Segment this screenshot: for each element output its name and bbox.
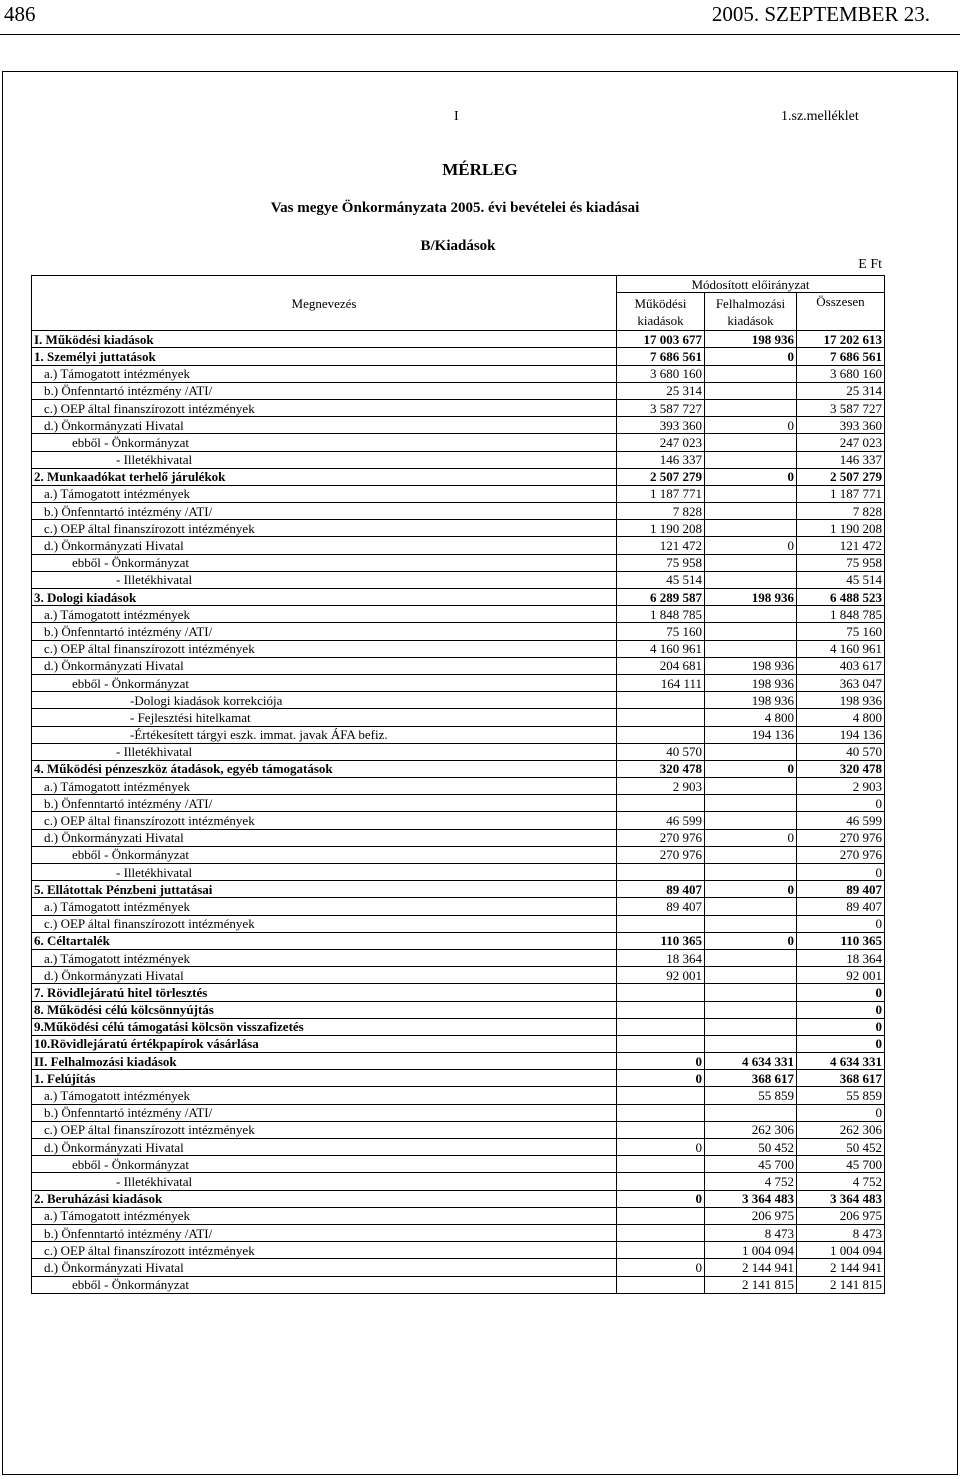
operating-value: 110 365 xyxy=(617,932,705,949)
table-row xyxy=(32,468,885,485)
operating-value: 17 003 677 xyxy=(617,331,705,348)
total-value: 75 160 xyxy=(797,623,885,640)
table-row xyxy=(32,674,885,691)
total-value: 25 314 xyxy=(797,382,885,399)
document-title: MÉRLEG xyxy=(442,160,518,179)
capital-value xyxy=(705,949,797,966)
row-label: 9.Működési célú támogatási kölcsön visszafizetés xyxy=(32,1018,617,1035)
total-value: 92 001 xyxy=(797,967,885,984)
total-value: 4 800 xyxy=(797,709,885,726)
row-label: - Fejlesztési hitelkamat xyxy=(32,709,617,726)
total-value: 55 859 xyxy=(797,1087,885,1104)
operating-value xyxy=(617,1242,705,1259)
capital-value xyxy=(705,915,797,932)
total-value: 0 xyxy=(797,1104,885,1121)
operating-value xyxy=(617,864,705,881)
table-row xyxy=(32,434,885,451)
total-value: 403 617 xyxy=(797,657,885,674)
total-value: 320 478 xyxy=(797,760,885,777)
total-value: 6 488 523 xyxy=(797,589,885,606)
table-row xyxy=(32,657,885,674)
row-label: d.) Önkormányzati Hivatal xyxy=(32,1259,617,1276)
table-row xyxy=(32,898,885,915)
capital-value: 2 141 815 xyxy=(705,1276,797,1293)
table-row xyxy=(32,520,885,537)
capital-value: 50 452 xyxy=(705,1139,797,1156)
capital-value xyxy=(705,606,797,623)
row-label: c.) OEP által finanszírozott intézmények xyxy=(32,1121,617,1138)
capital-value: 368 617 xyxy=(705,1070,797,1087)
operating-value xyxy=(617,1224,705,1241)
capital-value xyxy=(705,399,797,416)
capital-value: 4 634 331 xyxy=(705,1053,797,1070)
total-value: 4 634 331 xyxy=(797,1053,885,1070)
section-title: B/Kiadások xyxy=(420,238,496,254)
capital-value: 198 936 xyxy=(705,589,797,606)
total-value: 363 047 xyxy=(797,674,885,691)
total-value: 3 364 483 xyxy=(797,1190,885,1207)
total-value: 1 848 785 xyxy=(797,606,885,623)
total-value: 75 958 xyxy=(797,554,885,571)
total-value: 110 365 xyxy=(797,932,885,949)
table-row xyxy=(32,1190,885,1207)
total-value: 45 700 xyxy=(797,1156,885,1173)
table-row xyxy=(32,1087,885,1104)
total-value: 1 004 094 xyxy=(797,1242,885,1259)
capital-value: 198 936 xyxy=(705,657,797,674)
operating-value xyxy=(617,1087,705,1104)
operating-value: 89 407 xyxy=(617,898,705,915)
operating-value xyxy=(617,795,705,812)
operating-value: 18 364 xyxy=(617,949,705,966)
row-label: d.) Önkormányzati Hivatal xyxy=(32,829,617,846)
total-value: 4 752 xyxy=(797,1173,885,1190)
capital-value xyxy=(705,434,797,451)
capital-value xyxy=(705,571,797,588)
capital-value xyxy=(705,451,797,468)
row-label: 6. Céltartalék xyxy=(32,932,617,949)
total-value: 8 473 xyxy=(797,1224,885,1241)
row-label: -Dologi kiadások korrekciója xyxy=(32,692,617,709)
operating-value: 89 407 xyxy=(617,881,705,898)
operating-value: 25 314 xyxy=(617,382,705,399)
capital-value: 0 xyxy=(705,468,797,485)
table-row xyxy=(32,554,885,571)
capital-value xyxy=(705,1018,797,1035)
table-row xyxy=(32,1173,885,1190)
table-row xyxy=(32,503,885,520)
table-row xyxy=(32,829,885,846)
capital-value xyxy=(705,778,797,795)
capital-value: 198 936 xyxy=(705,692,797,709)
table-body xyxy=(32,331,885,1294)
document-subtitle: Vas megye Önkormányzata 2005. évi bevételei és kiadásai xyxy=(270,200,640,216)
capital-value xyxy=(705,623,797,640)
capital-value: 55 859 xyxy=(705,1087,797,1104)
table-row xyxy=(32,915,885,932)
column-header-capital: Felhalmozási kiadások xyxy=(705,293,797,331)
row-label: d.) Önkormányzati Hivatal xyxy=(32,967,617,984)
table-row xyxy=(32,640,885,657)
capital-value: 0 xyxy=(705,881,797,898)
row-label: c.) OEP által finanszírozott intézmények xyxy=(32,640,617,657)
table-row xyxy=(32,795,885,812)
table-header-row xyxy=(32,276,885,293)
table-row xyxy=(32,365,885,382)
table-row xyxy=(32,417,885,434)
row-label: II. Felhalmozási kiadások xyxy=(32,1053,617,1070)
unit-label: E Ft xyxy=(858,257,882,272)
row-label: 3. Dologi kiadások xyxy=(32,589,617,606)
total-value: 2 144 941 xyxy=(797,1259,885,1276)
row-label: ebből - Önkormányzat xyxy=(32,434,617,451)
table-row xyxy=(32,967,885,984)
row-label: ebből - Önkormányzat xyxy=(32,674,617,691)
operating-value xyxy=(617,726,705,743)
table-row xyxy=(32,331,885,348)
total-value: 1 187 771 xyxy=(797,485,885,502)
row-label: a.) Támogatott intézmények xyxy=(32,485,617,502)
operating-value: 75 160 xyxy=(617,623,705,640)
row-label: ebből - Önkormányzat xyxy=(32,1156,617,1173)
row-label: b.) Önfenntartó intézmény /ATI/ xyxy=(32,795,617,812)
table-row xyxy=(32,743,885,760)
total-value: 206 975 xyxy=(797,1207,885,1224)
row-label: a.) Támogatott intézmények xyxy=(32,778,617,795)
table-row xyxy=(32,1035,885,1052)
row-label: a.) Támogatott intézmények xyxy=(32,898,617,915)
row-label: a.) Támogatott intézmények xyxy=(32,1087,617,1104)
row-label: ebből - Önkormányzat xyxy=(32,1276,617,1293)
capital-value: 0 xyxy=(705,417,797,434)
row-label: c.) OEP által finanszírozott intézmények xyxy=(32,915,617,932)
table-row xyxy=(32,571,885,588)
row-label: 7. Rövidlejáratú hitel törlesztés xyxy=(32,984,617,1001)
total-value: 50 452 xyxy=(797,1139,885,1156)
total-value: 0 xyxy=(797,864,885,881)
total-value: 121 472 xyxy=(797,537,885,554)
row-label: ebből - Önkormányzat xyxy=(32,554,617,571)
table-row xyxy=(32,1242,885,1259)
table-row xyxy=(32,932,885,949)
table-row xyxy=(32,589,885,606)
capital-value xyxy=(705,382,797,399)
table-row xyxy=(32,1121,885,1138)
operating-value xyxy=(617,984,705,1001)
capital-value: 198 936 xyxy=(705,674,797,691)
table-row xyxy=(32,1276,885,1293)
total-value: 194 136 xyxy=(797,726,885,743)
capital-value xyxy=(705,795,797,812)
operating-value: 92 001 xyxy=(617,967,705,984)
table-row xyxy=(32,812,885,829)
table-row xyxy=(32,606,885,623)
row-label: - Illetékhivatal xyxy=(32,743,617,760)
table-row xyxy=(32,1104,885,1121)
capital-value xyxy=(705,554,797,571)
capital-value xyxy=(705,503,797,520)
table-row xyxy=(32,726,885,743)
table-row xyxy=(32,1207,885,1224)
table-row xyxy=(32,1070,885,1087)
operating-value xyxy=(617,709,705,726)
total-value: 393 360 xyxy=(797,417,885,434)
total-value: 2 507 279 xyxy=(797,468,885,485)
total-value: 262 306 xyxy=(797,1121,885,1138)
capital-value: 4 800 xyxy=(705,709,797,726)
table-row xyxy=(32,382,885,399)
total-value: 247 023 xyxy=(797,434,885,451)
operating-value: 146 337 xyxy=(617,451,705,468)
capital-value: 262 306 xyxy=(705,1121,797,1138)
total-value: 270 976 xyxy=(797,846,885,863)
capital-value xyxy=(705,1035,797,1052)
row-label: b.) Önfenntartó intézmény /ATI/ xyxy=(32,1224,617,1241)
table-row xyxy=(32,778,885,795)
row-label: 10.Rövidlejáratú értékpapírok vásárlása xyxy=(32,1035,617,1052)
capital-value xyxy=(705,520,797,537)
row-label: ebből - Önkormányzat xyxy=(32,846,617,863)
capital-value xyxy=(705,967,797,984)
row-label: - Illetékhivatal xyxy=(32,864,617,881)
row-label: b.) Önfenntartó intézmény /ATI/ xyxy=(32,503,617,520)
operating-value: 0 xyxy=(617,1190,705,1207)
table-row xyxy=(32,399,885,416)
operating-value: 3 587 727 xyxy=(617,399,705,416)
row-label: c.) OEP által finanszírozott intézmények xyxy=(32,399,617,416)
operating-value: 164 111 xyxy=(617,674,705,691)
operating-value xyxy=(617,1018,705,1035)
table-row xyxy=(32,348,885,365)
capital-value: 1 004 094 xyxy=(705,1242,797,1259)
table-row xyxy=(32,1224,885,1241)
total-value: 4 160 961 xyxy=(797,640,885,657)
row-label: 4. Működési pénzeszköz átadások, egyéb támogatások xyxy=(32,760,617,777)
total-value: 40 570 xyxy=(797,743,885,760)
operating-value: 0 xyxy=(617,1139,705,1156)
total-value: 270 976 xyxy=(797,829,885,846)
row-label: c.) OEP által finanszírozott intézmények xyxy=(32,812,617,829)
operating-value xyxy=(617,1035,705,1052)
total-value: 1 190 208 xyxy=(797,520,885,537)
operating-value: 46 599 xyxy=(617,812,705,829)
total-value: 46 599 xyxy=(797,812,885,829)
table-row xyxy=(32,451,885,468)
total-value: 0 xyxy=(797,1018,885,1035)
operating-value: 204 681 xyxy=(617,657,705,674)
capital-value xyxy=(705,485,797,502)
total-value: 45 514 xyxy=(797,571,885,588)
capital-value: 0 xyxy=(705,537,797,554)
operating-value: 1 190 208 xyxy=(617,520,705,537)
row-label: -Értékesített tárgyi eszk. immat. javak ÁFA befiz. xyxy=(32,726,617,743)
capital-value: 0 xyxy=(705,348,797,365)
operating-value: 40 570 xyxy=(617,743,705,760)
capital-value xyxy=(705,640,797,657)
operating-value xyxy=(617,1207,705,1224)
capital-value xyxy=(705,864,797,881)
operating-value: 121 472 xyxy=(617,537,705,554)
capital-value: 194 136 xyxy=(705,726,797,743)
capital-value: 0 xyxy=(705,829,797,846)
column-header-name: Megnevezés xyxy=(32,276,617,331)
total-value: 7 828 xyxy=(797,503,885,520)
row-label: d.) Önkormányzati Hivatal xyxy=(32,1139,617,1156)
table-row xyxy=(32,1053,885,1070)
capital-value xyxy=(705,743,797,760)
operating-value xyxy=(617,915,705,932)
operating-value: 247 023 xyxy=(617,434,705,451)
row-label: a.) Támogatott intézmények xyxy=(32,365,617,382)
capital-value: 198 936 xyxy=(705,331,797,348)
table-row xyxy=(32,709,885,726)
row-label: - Illetékhivatal xyxy=(32,1173,617,1190)
row-label: b.) Önfenntartó intézmény /ATI/ xyxy=(32,382,617,399)
capital-value: 3 364 483 xyxy=(705,1190,797,1207)
table-row xyxy=(32,1139,885,1156)
operating-value xyxy=(617,1276,705,1293)
operating-value: 7 686 561 xyxy=(617,348,705,365)
operating-value: 0 xyxy=(617,1259,705,1276)
total-value: 146 337 xyxy=(797,451,885,468)
operating-value: 3 680 160 xyxy=(617,365,705,382)
operating-value xyxy=(617,1156,705,1173)
operating-value: 2 903 xyxy=(617,778,705,795)
operating-value: 270 976 xyxy=(617,846,705,863)
column-group-header: Módosított előirányzat xyxy=(617,276,885,293)
column-header-operating: Működési kiadások xyxy=(617,293,705,331)
total-value: 89 407 xyxy=(797,898,885,915)
capital-value: 4 752 xyxy=(705,1173,797,1190)
total-value: 198 936 xyxy=(797,692,885,709)
row-label: I. Működési kiadások xyxy=(32,331,617,348)
table-row xyxy=(32,881,885,898)
row-label: 5. Ellátottak Pénzbeni juttatásai xyxy=(32,881,617,898)
total-value: 368 617 xyxy=(797,1070,885,1087)
capital-value: 206 975 xyxy=(705,1207,797,1224)
expenditure-table xyxy=(31,275,885,1294)
operating-value: 393 360 xyxy=(617,417,705,434)
row-label: 1. Személyi juttatások xyxy=(32,348,617,365)
table-row xyxy=(32,949,885,966)
operating-value: 6 289 587 xyxy=(617,589,705,606)
total-value: 0 xyxy=(797,795,885,812)
total-value: 2 141 815 xyxy=(797,1276,885,1293)
table-row xyxy=(32,1001,885,1018)
row-label: 2. Munkaadókat terhelő járulékok xyxy=(32,468,617,485)
capital-value: 2 144 941 xyxy=(705,1259,797,1276)
operating-value xyxy=(617,1104,705,1121)
total-value: 17 202 613 xyxy=(797,331,885,348)
capital-value xyxy=(705,984,797,1001)
issue-date: 2005. SZEPTEMBER 23. xyxy=(711,2,930,26)
row-label: 1. Felújítás xyxy=(32,1070,617,1087)
capital-value xyxy=(705,812,797,829)
table-row xyxy=(32,1018,885,1035)
capital-value: 0 xyxy=(705,932,797,949)
row-label: - Illetékhivatal xyxy=(32,571,617,588)
operating-value: 0 xyxy=(617,1070,705,1087)
row-label: b.) Önfenntartó intézmény /ATI/ xyxy=(32,1104,617,1121)
total-value: 89 407 xyxy=(797,881,885,898)
row-label: c.) OEP által finanszírozott intézmények xyxy=(32,1242,617,1259)
operating-value: 4 160 961 xyxy=(617,640,705,657)
table-row xyxy=(32,1259,885,1276)
capital-value xyxy=(705,365,797,382)
table-row xyxy=(32,485,885,502)
row-label: d.) Önkormányzati Hivatal xyxy=(32,537,617,554)
row-label: a.) Támogatott intézmények xyxy=(32,1207,617,1224)
total-value: 18 364 xyxy=(797,949,885,966)
row-label: 8. Működési célú kölcsönnyújtás xyxy=(32,1001,617,1018)
operating-value: 7 828 xyxy=(617,503,705,520)
total-value: 0 xyxy=(797,1001,885,1018)
operating-value: 0 xyxy=(617,1053,705,1070)
operating-value: 1 187 771 xyxy=(617,485,705,502)
table-row xyxy=(32,537,885,554)
table-row xyxy=(32,623,885,640)
row-label: a.) Támogatott intézmények xyxy=(32,949,617,966)
operating-value xyxy=(617,1173,705,1190)
total-value: 0 xyxy=(797,984,885,1001)
operating-value: 45 514 xyxy=(617,571,705,588)
header-rule xyxy=(0,34,960,35)
table-row xyxy=(32,692,885,709)
total-value: 0 xyxy=(797,1035,885,1052)
total-value: 3 680 160 xyxy=(797,365,885,382)
table-row xyxy=(32,864,885,881)
row-label: c.) OEP által finanszírozott intézmények xyxy=(32,520,617,537)
page-number: 486 xyxy=(4,2,36,26)
capital-value xyxy=(705,898,797,915)
operating-value xyxy=(617,692,705,709)
table-row xyxy=(32,760,885,777)
total-value: 2 903 xyxy=(797,778,885,795)
total-value: 3 587 727 xyxy=(797,399,885,416)
table-row xyxy=(32,984,885,1001)
capital-value: 45 700 xyxy=(705,1156,797,1173)
row-label: - Illetékhivatal xyxy=(32,451,617,468)
row-label: a.) Támogatott intézmények xyxy=(32,606,617,623)
row-label: d.) Önkormányzati Hivatal xyxy=(32,417,617,434)
operating-value: 320 478 xyxy=(617,760,705,777)
operating-value xyxy=(617,1121,705,1138)
annex-label: 1.sz.melléklet xyxy=(781,109,859,124)
operating-value xyxy=(617,1001,705,1018)
operating-value: 270 976 xyxy=(617,829,705,846)
section-mark: I xyxy=(454,109,459,124)
capital-value: 0 xyxy=(705,760,797,777)
operating-value: 75 958 xyxy=(617,554,705,571)
table-row xyxy=(32,1156,885,1173)
operating-value: 2 507 279 xyxy=(617,468,705,485)
capital-value: 8 473 xyxy=(705,1224,797,1241)
table-row xyxy=(32,846,885,863)
total-value: 0 xyxy=(797,915,885,932)
column-header-total: Összesen xyxy=(797,293,885,331)
capital-value xyxy=(705,1001,797,1018)
operating-value: 1 848 785 xyxy=(617,606,705,623)
row-label: b.) Önfenntartó intézmény /ATI/ xyxy=(32,623,617,640)
total-value: 7 686 561 xyxy=(797,348,885,365)
row-label: d.) Önkormányzati Hivatal xyxy=(32,657,617,674)
capital-value xyxy=(705,1104,797,1121)
row-label: 2. Beruházási kiadások xyxy=(32,1190,617,1207)
capital-value xyxy=(705,846,797,863)
